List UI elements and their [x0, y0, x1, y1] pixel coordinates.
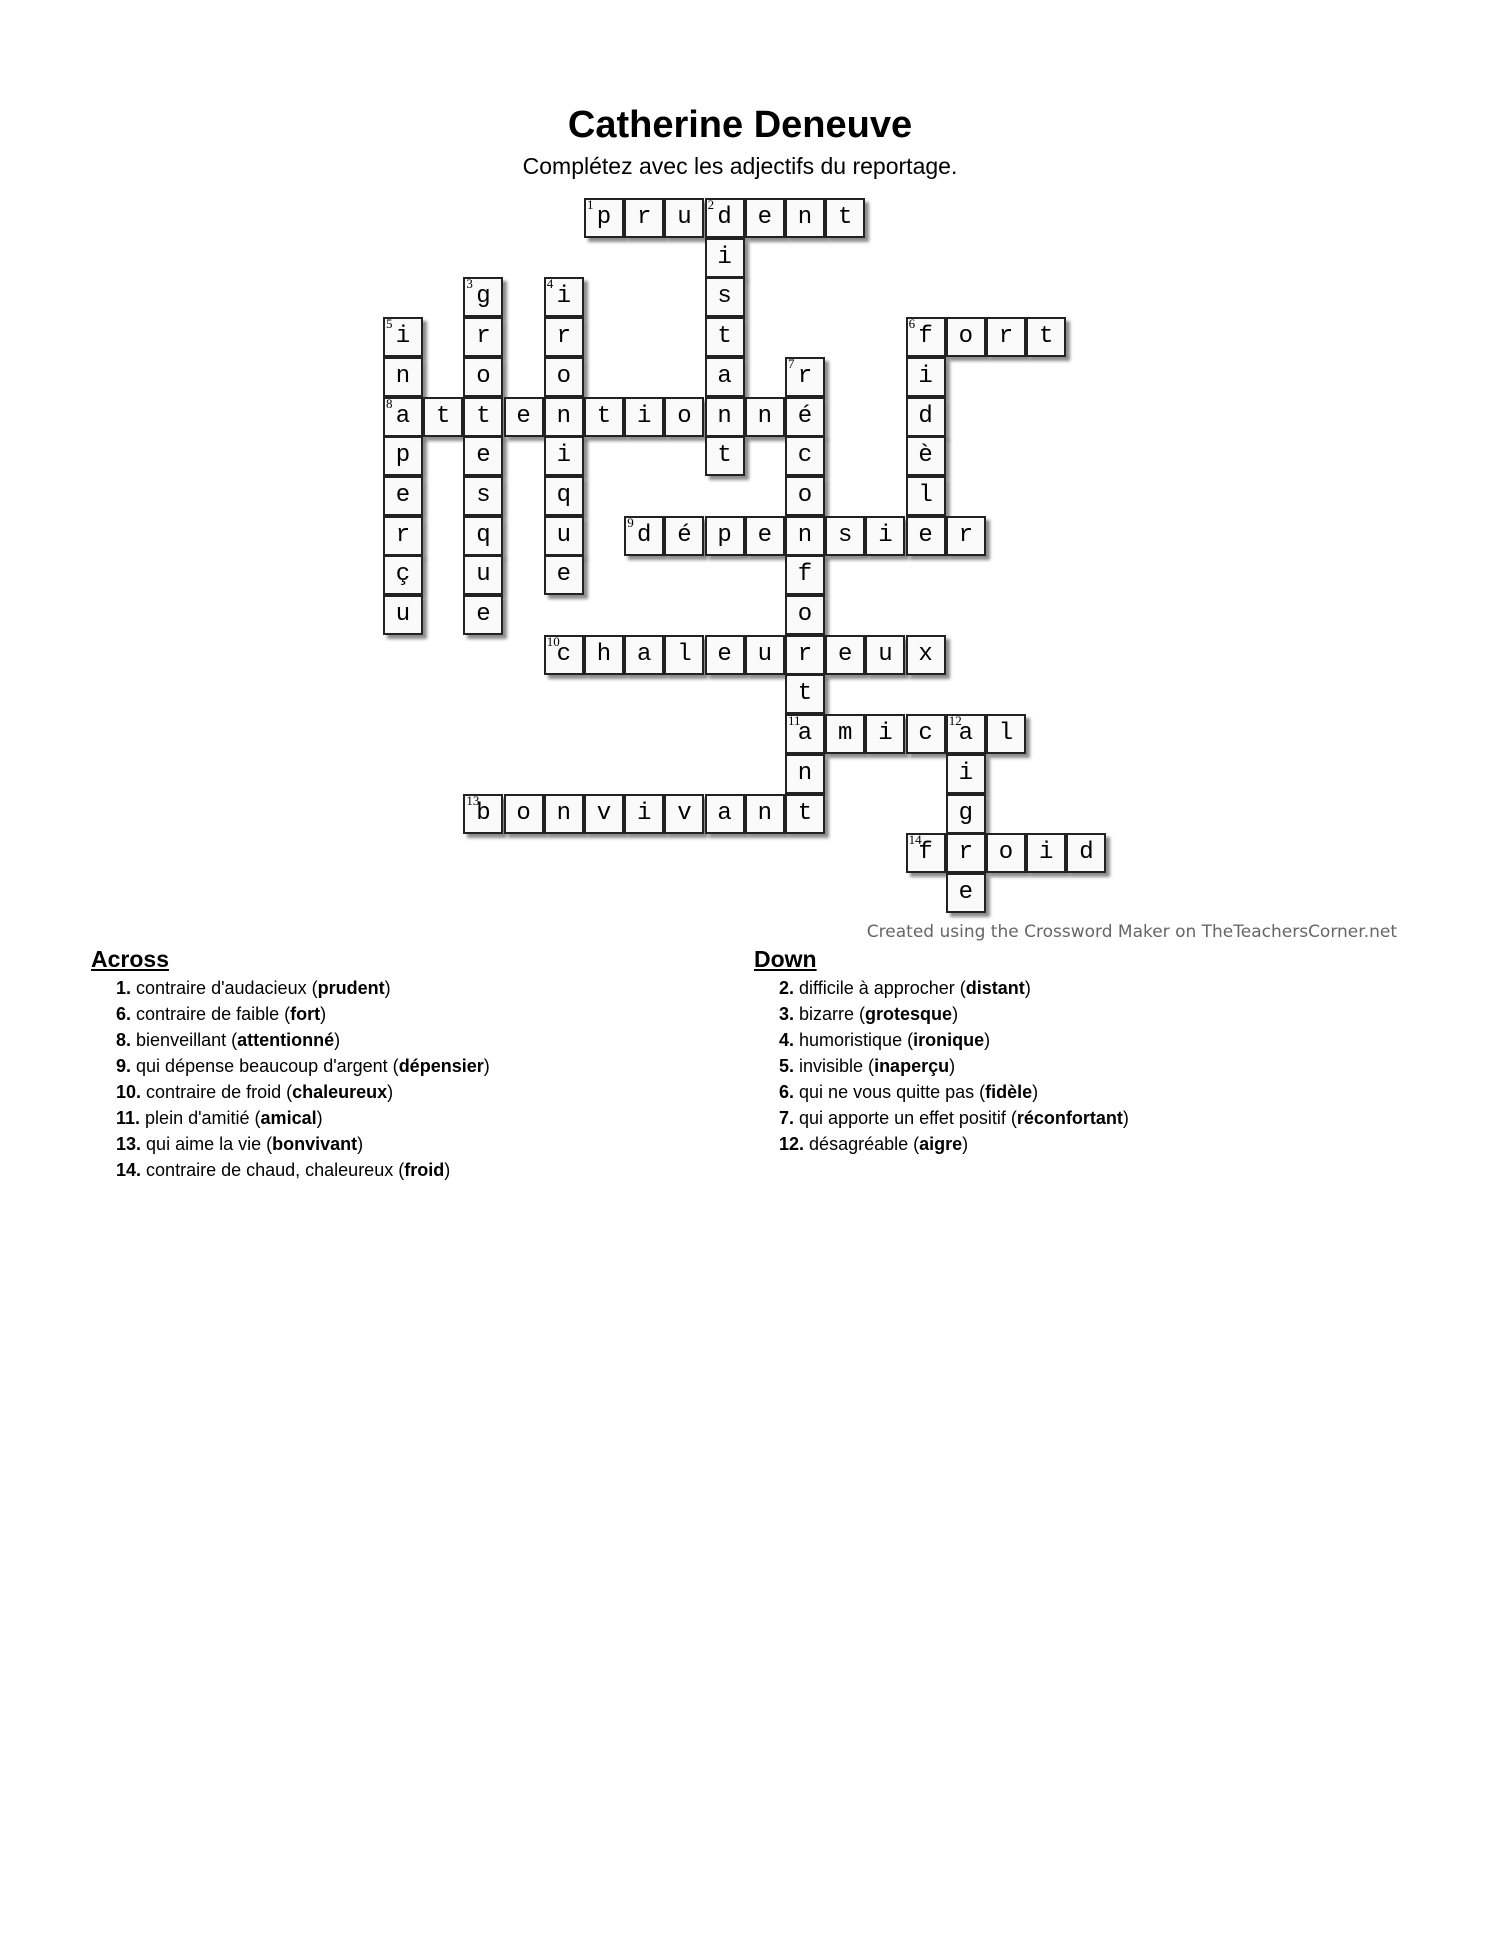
clue-number-label: 1: [587, 197, 594, 212]
grid-cell: v: [664, 794, 704, 834]
grid-cell: e: [504, 397, 544, 437]
grid-cell: 7 r: [785, 357, 825, 397]
grid-cell: o: [785, 476, 825, 516]
clue-number-label: 11: [788, 713, 801, 729]
clue-number: 4.: [779, 1030, 795, 1050]
clue-text: contraire de froid (: [146, 1082, 293, 1102]
page-title: Catherine Deneuve: [567, 104, 913, 146]
grid-cell: ç: [383, 555, 423, 595]
page-subtitle: Complétez avec les adjectifs du reportage.: [522, 153, 958, 179]
grid-cell: 13 b: [463, 794, 503, 834]
grid-cell: s: [705, 277, 745, 317]
grid-cell: e: [544, 555, 584, 595]
grid-cell: s: [825, 516, 865, 556]
grid-cell: é: [664, 516, 704, 556]
clue-number: 12.: [779, 1134, 805, 1154]
clue-close: ): [320, 1004, 327, 1024]
grid-cell: n: [785, 516, 825, 556]
clue-number: 8.: [116, 1030, 132, 1050]
grid-cell: t: [463, 397, 503, 437]
grid-cell: t: [825, 198, 865, 238]
grid-cell: 11 a: [785, 714, 825, 754]
clue-close: ): [357, 1134, 364, 1154]
clue-number: 7.: [779, 1108, 795, 1128]
clue-answer: réconfortant: [1016, 1108, 1123, 1128]
clue-number: 6.: [779, 1082, 795, 1102]
clue-answer: bonvivant: [272, 1134, 358, 1154]
grid-cell: p: [705, 516, 745, 556]
grid-cell: n: [745, 397, 785, 437]
grid-cell: e: [745, 516, 785, 556]
clue-item: [91, 1131, 490, 1157]
clue-item: [91, 1027, 490, 1053]
grid-cell: r: [544, 317, 584, 357]
clue-close: ): [1024, 978, 1031, 998]
clue-text: contraire de faible (: [136, 1004, 291, 1024]
clue-item: [754, 1105, 1129, 1131]
clue-number-label: 14: [908, 832, 922, 848]
grid-cell: r: [785, 635, 825, 675]
clue-text: humoristique (: [799, 1030, 914, 1050]
grid-cell: t: [1026, 317, 1066, 357]
clue-answer: grotesque: [865, 1004, 953, 1024]
grid-cell: 8 a: [383, 397, 423, 437]
clue-answer: fidèle: [985, 1082, 1033, 1102]
clue-number-label: 9: [627, 514, 634, 530]
clue-number-label: 10: [546, 633, 560, 649]
grid-cell: o: [785, 595, 825, 635]
clue-number-label: 6: [908, 316, 916, 332]
clue-number-label: 5: [386, 316, 393, 332]
clue-close: ): [984, 1030, 991, 1050]
grid-cell: e: [463, 595, 503, 635]
grid-cell: x: [906, 635, 946, 675]
clue-item: [754, 1027, 1129, 1053]
grid-cell: i: [1026, 833, 1066, 873]
clue-item: [91, 1157, 490, 1183]
grid-cell: g: [946, 794, 986, 834]
grid-cell: d: [1066, 833, 1106, 873]
clue-close: ): [316, 1108, 323, 1128]
clue-close: ): [949, 1056, 956, 1076]
clue-close: ): [952, 1004, 959, 1024]
grid-cell: 10 c: [544, 635, 584, 675]
clue-close: ): [962, 1134, 969, 1154]
grid-cell: t: [423, 397, 463, 437]
clue-text: qui aime la vie (: [146, 1134, 273, 1154]
clue-number: 11.: [116, 1108, 141, 1128]
clue-number-label: 3: [466, 276, 473, 292]
grid-cell: i: [946, 754, 986, 794]
grid-cell: i: [705, 238, 745, 278]
clue-answer: prudent: [317, 978, 385, 998]
grid-cell: i: [906, 357, 946, 397]
grid-cell: d: [906, 397, 946, 437]
grid-cell: m: [825, 714, 865, 754]
clue-item: [91, 1105, 490, 1131]
grid-cell: i: [544, 436, 584, 476]
grid-cell: 6 f: [906, 317, 946, 357]
clue-number-label: 8: [386, 395, 393, 411]
grid-cell: i: [624, 794, 664, 834]
clue-close: ): [444, 1160, 451, 1180]
clue-text: bienveillant (: [136, 1030, 238, 1050]
grid-cell: 9 d: [624, 516, 664, 556]
clue-item: [91, 1079, 490, 1105]
grid-cell: n: [544, 794, 584, 834]
clue-text: qui apporte un effet positif (: [799, 1108, 1017, 1128]
clue-close: ): [483, 1056, 490, 1076]
clue-close: ): [334, 1030, 341, 1050]
grid-cell: u: [544, 516, 584, 556]
grid-cell: l: [664, 635, 704, 675]
clue-number-label: 12: [948, 713, 962, 729]
clue-answer: aigre: [919, 1134, 963, 1154]
clue-number: 14.: [116, 1160, 142, 1180]
clue-text: contraire de chaud, chaleureux (: [146, 1160, 405, 1180]
grid-cell: r: [624, 198, 664, 238]
clue-text: difficile à approcher (: [799, 978, 966, 998]
clue-text: plein d'amitié (: [145, 1108, 261, 1128]
across-clues: [91, 946, 490, 1183]
clue-text: qui ne vous quitte pas (: [799, 1082, 986, 1102]
clue-answer: dépensier: [398, 1056, 484, 1076]
clue-item: [91, 1053, 490, 1079]
grid-cell: p: [383, 436, 423, 476]
clue-item: [754, 1053, 1129, 1079]
clue-text: bizarre (: [799, 1004, 866, 1024]
grid-cell: e: [463, 436, 503, 476]
grid-cell: q: [463, 516, 503, 556]
clue-answer: inaperçu: [874, 1056, 950, 1076]
clue-close: ): [1032, 1082, 1039, 1102]
down-clues: [754, 946, 1129, 1157]
down-heading: Down: [754, 946, 817, 972]
grid-cell: 2 d: [705, 198, 745, 238]
grid-cell: n: [544, 397, 584, 437]
grid-cell: e: [825, 635, 865, 675]
clue-number: 9.: [116, 1056, 132, 1076]
grid-cell: o: [664, 397, 704, 437]
grid-cell: u: [463, 555, 503, 595]
clue-number: 6.: [116, 1004, 132, 1024]
grid-cell: i: [624, 397, 664, 437]
grid-cell: r: [946, 833, 986, 873]
clue-number: 2.: [779, 978, 795, 998]
grid-cell: 5 i: [383, 317, 423, 357]
grid-cell: e: [745, 198, 785, 238]
grid-cell: c: [785, 436, 825, 476]
grid-cell: o: [463, 357, 503, 397]
clue-text: invisible (: [799, 1056, 875, 1076]
grid-cell: 12 a: [946, 714, 986, 754]
clue-number: 5.: [779, 1056, 795, 1076]
grid-cell: l: [906, 476, 946, 516]
grid-cell: n: [785, 754, 825, 794]
clue-text: contraire d'audacieux (: [136, 978, 318, 998]
clue-item: [91, 975, 490, 1001]
grid-cell: a: [624, 635, 664, 675]
clue-number: 13.: [116, 1134, 142, 1154]
grid-cell: e: [705, 635, 745, 675]
grid-cell: v: [584, 794, 624, 834]
grid-cell: r: [986, 317, 1026, 357]
clue-text: désagréable (: [809, 1134, 920, 1154]
clue-number: 10.: [116, 1082, 142, 1102]
clue-item: [754, 1079, 1129, 1105]
grid-cell: i: [865, 714, 905, 754]
grid-cell: u: [865, 635, 905, 675]
clue-answer: chaleureux: [292, 1082, 388, 1102]
clue-number-label: 13: [466, 792, 480, 808]
clue-number-label: 4: [546, 276, 554, 292]
grid-cell: a: [705, 794, 745, 834]
clue-answer: froid: [404, 1160, 445, 1180]
grid-cell: t: [705, 317, 745, 357]
grid-cell: o: [946, 317, 986, 357]
grid-cell: r: [946, 516, 986, 556]
grid-cell: è: [906, 436, 946, 476]
grid-cell: r: [463, 317, 503, 357]
grid-cell: u: [383, 595, 423, 635]
grid-cell: c: [906, 714, 946, 754]
grid-cell: t: [785, 674, 825, 714]
clue-item: [754, 1131, 1129, 1157]
grid-cell: a: [705, 357, 745, 397]
grid-cell: h: [584, 635, 624, 675]
clue-text: qui dépense beaucoup d'argent (: [136, 1056, 399, 1076]
clue-item: [91, 1001, 490, 1027]
grid-cell: s: [463, 476, 503, 516]
grid-cell: 1 p: [584, 198, 624, 238]
grid-cell: u: [745, 635, 785, 675]
grid-cell: o: [544, 357, 584, 397]
grid-cell: n: [383, 357, 423, 397]
grid-cell: e: [383, 476, 423, 516]
clue-item: [754, 1001, 1129, 1027]
grid-cell: e: [946, 873, 986, 913]
grid-cell: t: [584, 397, 624, 437]
grid-cell: l: [986, 714, 1026, 754]
clue-close: ): [384, 978, 391, 998]
clue-number-label: 2: [707, 197, 715, 212]
grid-cell: t: [705, 436, 745, 476]
grid-cell: q: [544, 476, 584, 516]
grid-cell: o: [504, 794, 544, 834]
grid-cell: é: [785, 397, 825, 437]
clue-answer: fort: [290, 1004, 321, 1024]
clue-answer: distant: [965, 978, 1025, 998]
grid-cell: t: [785, 794, 825, 834]
grid-cell: n: [785, 198, 825, 238]
grid-cell: i: [865, 516, 905, 556]
grid-cell: n: [745, 794, 785, 834]
clue-number: 1.: [116, 978, 132, 998]
clue-close: ): [387, 1082, 394, 1102]
grid-cell: f: [785, 555, 825, 595]
clue-answer: ironique: [913, 1030, 985, 1050]
grid-cell: u: [664, 198, 704, 238]
clue-number: 3.: [779, 1004, 795, 1024]
grid-cell: e: [906, 516, 946, 556]
across-heading: Across: [91, 946, 169, 972]
clue-item: [754, 975, 1129, 1001]
credit-text: Created using the Crossword Maker on TheTeachersCorner.net: [866, 922, 1397, 942]
clue-answer: attentionné: [237, 1030, 335, 1050]
grid-cell: 4 i: [544, 277, 584, 317]
grid-cell: 3 g: [463, 277, 503, 317]
grid-cell: o: [986, 833, 1026, 873]
grid-cell: 14 f: [906, 833, 946, 873]
clue-close: ): [1122, 1108, 1129, 1128]
grid-cell: r: [383, 516, 423, 556]
clue-number-label: 7: [788, 355, 795, 371]
clue-answer: amical: [260, 1108, 317, 1128]
grid-cell: n: [705, 397, 745, 437]
